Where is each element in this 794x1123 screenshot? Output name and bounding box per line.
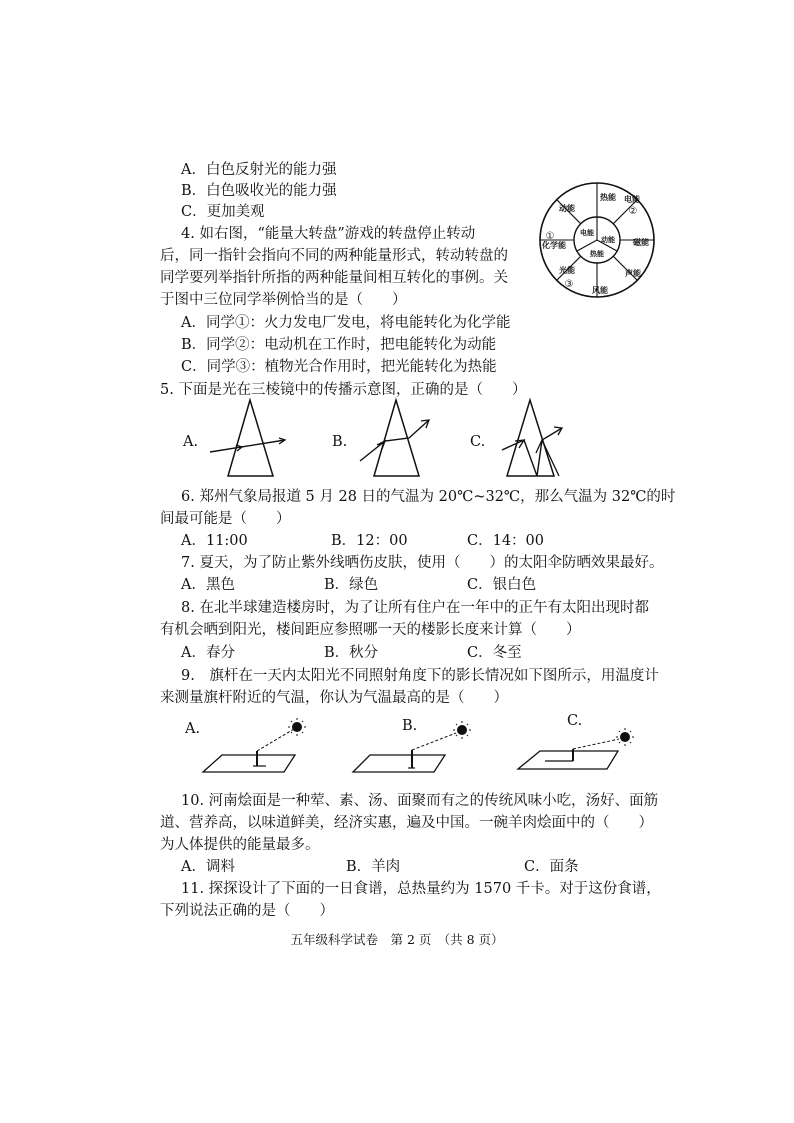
q5-label-b: B. <box>332 434 348 450</box>
q9-label-b: B. <box>402 718 418 734</box>
q7-option-a: A．黑色 <box>181 577 235 593</box>
wheel-outer-6: 光能 <box>559 266 575 275</box>
q6-stem-line-1: 6. 郑州气象局报道 5 月 28 日的气温为 20℃~32℃，那么气温为 32℃的时 <box>181 489 676 505</box>
q3-option-c: C．更加美观 <box>181 204 265 220</box>
q8-option-a: A．春分 <box>181 645 235 661</box>
q10-option-c: C．面条 <box>524 859 579 875</box>
q3-option-b: B．白色吸收光的能力强 <box>181 183 337 199</box>
flagpole-diagram-c <box>515 715 645 775</box>
flagpole-diagram-b <box>350 715 480 775</box>
q4-stem-line-1: 4. 如右图，“能量大转盘”游戏的转盘停止转动 <box>181 226 476 242</box>
wheel-outer-5: 风能 <box>592 286 608 295</box>
flagpole-diagram-a <box>200 715 320 775</box>
q4-option-c: C．同学③：植物光合作用时，把光能转化为热能 <box>181 359 497 375</box>
q9-label-a: A. <box>185 721 201 737</box>
q4-stem-line-2: 后，同一指针会指向不同的两种能量形式，转动转盘的 <box>160 248 508 264</box>
wheel-marker-3: ③ <box>564 279 574 290</box>
q4-option-b: B．同学②：电动机在工作时，把电能转化为动能 <box>181 337 497 353</box>
q10-stem-line-1: 10. 河南烩面是一种荤、素、汤、面聚而有之的传统风味小吃，汤好、面筋 <box>181 793 659 809</box>
page-footer: 五年级科学试卷 第 2 页 （共 8 页） <box>290 932 504 947</box>
q6-option-b: B．12：00 <box>331 533 408 549</box>
q6-option-c: C．14：00 <box>467 533 544 549</box>
q11-stem-line-2: 下列说法正确的是（ ） <box>160 903 334 919</box>
q9-stem-line-1: 9. 旗杆在一天内太阳光不同照射角度下的影长情况如下图所示，用温度计 <box>181 668 659 684</box>
prism-diagram-a <box>205 398 285 478</box>
wheel-marker-2: ② <box>628 206 638 217</box>
q7-stem: 7. 夏天，为了防止紫外线晒伤皮肤，使用（ ）的太阳伞防晒效果最好。 <box>181 555 664 571</box>
wheel-inner-3: 热能 <box>590 250 604 258</box>
q4-stem-line-4: 于图中三位同学举例恰当的是（ ） <box>160 292 407 308</box>
q11-stem-line-1: 11. 探探设计了下面的一日食谱，总热量约为 1570 千卡。对于这份食谱， <box>181 881 661 897</box>
q7-option-b: B．绿色 <box>324 577 379 593</box>
q6-stem-line-2: 间最可能是（ ） <box>160 511 291 527</box>
q5-label-a: A. <box>183 434 199 450</box>
q10-stem-line-3: 为人体提供的能量最多。 <box>160 837 320 853</box>
q10-option-a: A．调料 <box>181 859 235 875</box>
q8-stem-line-2: 有机会晒到阳光，楼间距应参照哪一天的楼影长度来计算（ ） <box>160 622 581 638</box>
q4-option-a: A．同学①：火力发电厂发电，将电能转化为化学能 <box>181 315 511 331</box>
wheel-outer-7: 化学能 <box>542 241 566 250</box>
q4-stem-line-3: 同学要列举指针所指的两种能量间相互转化的事例。关 <box>160 270 508 286</box>
q5-stem: 5. 下面是光在三棱镜中的传播示意图，正确的是（ ） <box>160 382 527 398</box>
prism-diagram-c <box>502 398 582 478</box>
energy-wheel-diagram <box>537 180 657 300</box>
q9-stem-line-2: 来测量旗杆附近的气温，你认为气温最高的是（ ） <box>160 690 508 706</box>
q5-label-c: C. <box>470 434 486 450</box>
wheel-outer-3: 磁能 <box>633 238 649 247</box>
q3-option-a: A．白色反射光的能力强 <box>181 162 337 178</box>
q7-option-c: C．银白色 <box>467 577 537 593</box>
wheel-inner-1: 电能 <box>580 229 594 237</box>
q8-option-b: B．秋分 <box>324 645 379 661</box>
wheel-outer-1: 热能 <box>600 193 616 202</box>
q8-option-c: C．冬至 <box>467 645 522 661</box>
q8-stem-line-1: 8. 在北半球建造楼房时，为了让所有住户在一年中的正午有太阳出现时都 <box>181 600 649 616</box>
q10-option-b: B．羊肉 <box>346 859 401 875</box>
wheel-marker-1: ① <box>545 231 555 242</box>
wheel-inner-2: 动能 <box>601 236 615 244</box>
wheel-outer-8: 动能 <box>559 204 575 213</box>
prism-diagram-b <box>357 398 437 478</box>
q10-stem-line-2: 道、营养高，以味道鲜美，经济实惠，遍及中国。一碗羊肉烩面中的（ ） <box>160 815 653 831</box>
q6-option-a: A．11:00 <box>181 533 248 549</box>
wheel-outer-4: 声能 <box>625 269 641 278</box>
q9-label-c: C. <box>567 713 583 729</box>
wheel-outer-2: 电能 <box>624 195 640 204</box>
